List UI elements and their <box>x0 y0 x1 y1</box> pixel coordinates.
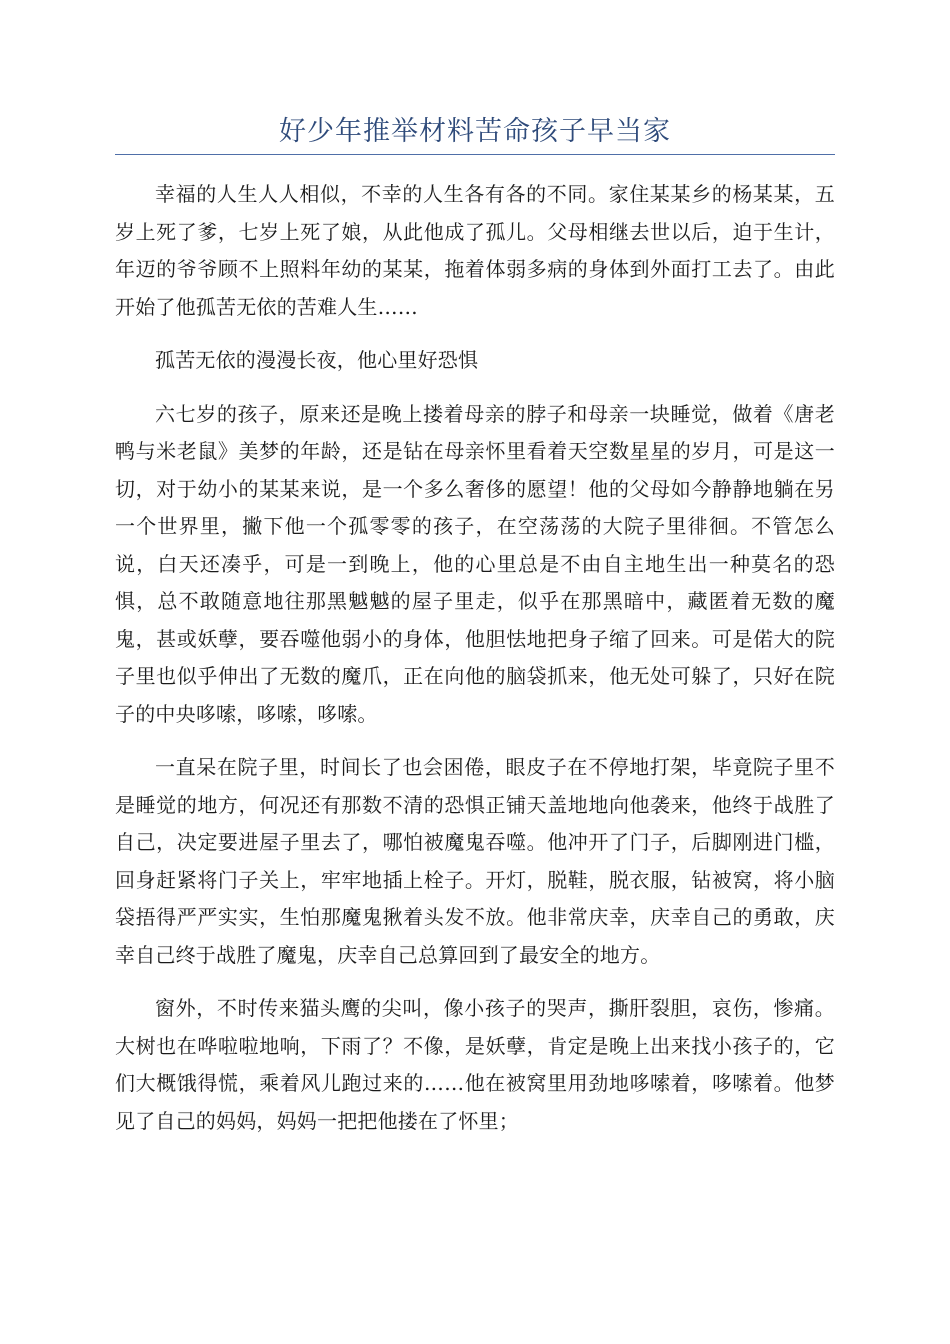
title-underline <box>115 154 835 155</box>
paragraph-night-fear: 六七岁的孩子，原来还是晚上搂着母亲的脖子和母亲一块睡觉，做着《唐老鸭与米老鼠》美梦的年龄，还是钻在母亲怀里看着天空数星星的岁月，可是这一切，对于幼小的某某来说，是一个多么奢侈的愿望！他的父母如今静静地躺在另一个世界里，撇下他一个孤零零的孩子，在空荡荡的大院子里徘徊。不管怎么说，白天还凑乎，可是一到晚上，他的心里总是不由自主地生出一种莫名的恐惧，总不敢随意地往那黑魆魆的屋子里走，似乎在那黑暗中，藏匿着无数的魔鬼，甚或妖孽，要吞噬他弱小的身体，他胆怯地把身子缩了回来。可是偌大的院子里也似乎伸出了无数的魔爪，正在向他的脑袋抓来，他无处可躲了，只好在院子的中央哆嗦，哆嗦，哆嗦。 <box>115 401 835 726</box>
paragraph-going-inside: 一直呆在院子里，时间长了也会困倦，眼皮子在不停地打架，毕竟院子里不是睡觉的地方，何况还有那数不清的恐惧正铺天盖地地向他袭来，他终于战胜了自己，决定要进屋子里去了，哪怕被魔鬼吞噬。他冲开了门子，后脚刚进门槛，回身赶紧将门子关上，牢牢地插上栓子。开灯，脱鞋，脱衣服，钻被窝，将小脑袋捂得严严实实，生怕那魔鬼揪着头发不放。他非常庆幸，庆幸自己的勇敢，庆幸自己终于战胜了魔鬼，庆幸自己总算回到了最安全的地方。 <box>115 755 835 967</box>
document-body <box>115 176 835 1156</box>
paragraph-outside-window: 窗外，不时传来猫头鹰的尖叫，像小孩子的哭声，撕肝裂胆，哀伤，惨痛。大树也在哗啦啦地响，下雨了？不像，是妖孽，肯定是晚上出来找小孩子的，它们大概饿得慌，乘着风儿跑过来的……他在被窝里用劲地哆嗦着，哆嗦着。他梦见了自己的妈妈，妈妈一把把他搂在了怀里； <box>115 996 835 1133</box>
document-title: 好少年推举材料苦命孩子早当家 <box>279 116 671 147</box>
section-heading: 孤苦无依的漫漫长夜，他心里好恐惧 <box>155 348 479 372</box>
paragraph-intro: 幸福的人生人人相似，不幸的人生各有各的不同。家住某某乡的杨某某，五岁上死了爹，七岁上死了娘，从此他成了孤儿。父母相继去世以后，迫于生计，年迈的爷爷顾不上照料年幼的某某，拖着体弱多病的身体到外面打工去了。由此开始了他孤苦无依的苦难人生…… <box>115 182 835 319</box>
